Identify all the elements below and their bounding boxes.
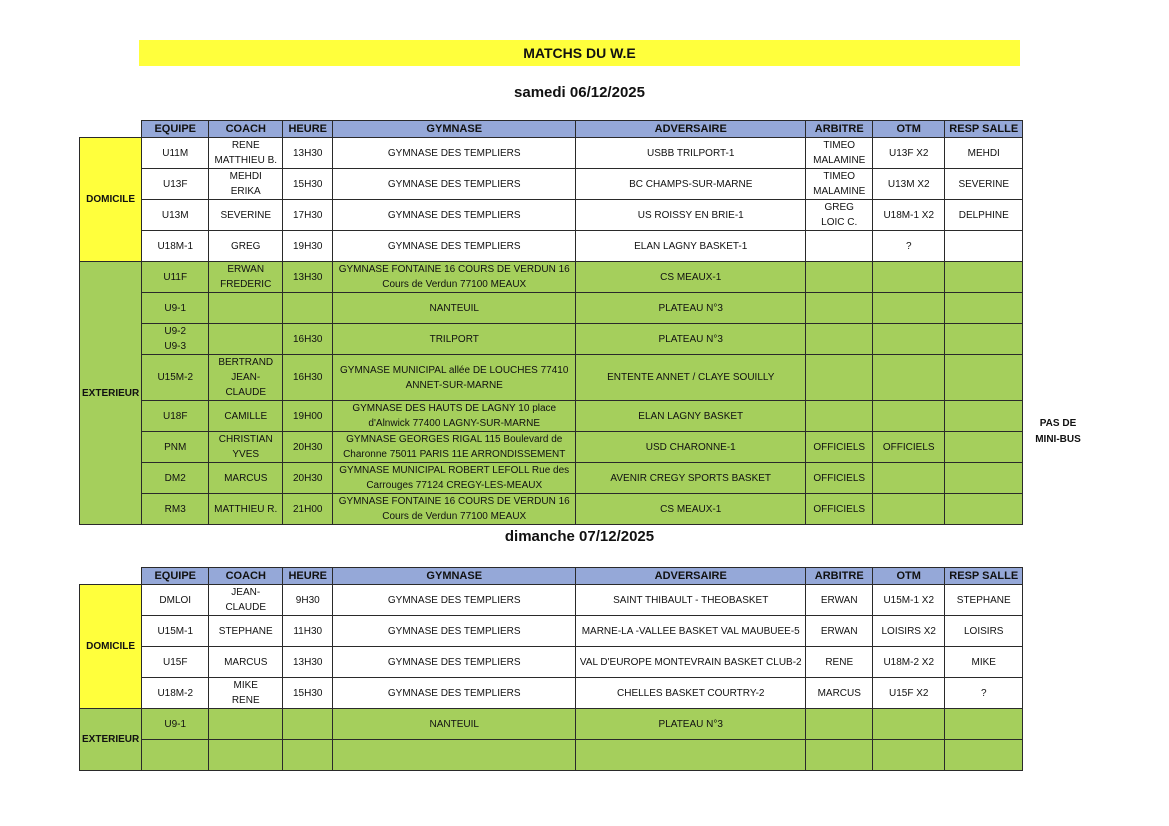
cell-time: 16H30 xyxy=(283,324,333,355)
cell-referee: OFFICIELS xyxy=(806,463,873,494)
cell-gym: GYMNASE FONTAINE 16 COURS DE VERDUN 16 Cours de Verdun 77100 MEAUX xyxy=(333,494,576,525)
cell-time xyxy=(283,740,333,771)
cell-team: U9-2 U9-3 xyxy=(142,324,209,355)
cell-time: 17H30 xyxy=(283,200,333,231)
table-row xyxy=(80,709,1023,740)
cell-hall-manager xyxy=(945,293,1023,324)
cell-hall-manager: MEHDI xyxy=(945,138,1023,169)
cell-opponent: SAINT THIBAULT - THEOBASKET xyxy=(576,585,806,616)
cell-team: RM3 xyxy=(142,494,209,525)
column-header-otm: OTM xyxy=(873,121,945,138)
cell-coach xyxy=(209,293,283,324)
cell-referee xyxy=(806,231,873,262)
cell-time: 20H30 xyxy=(283,463,333,494)
cell-hall-manager: DELPHINE xyxy=(945,200,1023,231)
cell-gym: GYMNASE DES TEMPLIERS xyxy=(333,678,576,709)
cell-referee: RENE xyxy=(806,647,873,678)
cell-opponent: PLATEAU N°3 xyxy=(576,709,806,740)
cell-coach: GREG xyxy=(209,231,283,262)
cell-hall-manager xyxy=(945,324,1023,355)
cell-gym: TRILPORT xyxy=(333,324,576,355)
cell-gym: GYMNASE DES TEMPLIERS xyxy=(333,616,576,647)
cell-opponent: ELAN LAGNY BASKET xyxy=(576,401,806,432)
cell-time: 11H30 xyxy=(283,616,333,647)
table-row xyxy=(80,463,1023,494)
cell-referee: MARCUS xyxy=(806,678,873,709)
day-title-saturday: samedi 06/12/2025 xyxy=(514,84,645,101)
day-title-sunday: dimanche 07/12/2025 xyxy=(504,528,655,545)
cell-coach: MIKE RENE xyxy=(209,678,283,709)
cell-team: U11M xyxy=(142,138,209,169)
column-header-gym: GYMNASE xyxy=(333,568,576,585)
table-row xyxy=(80,200,1023,231)
cell-referee xyxy=(806,293,873,324)
cell-team: DM2 xyxy=(142,463,209,494)
cell-time: 13H30 xyxy=(283,647,333,678)
table-row xyxy=(80,324,1023,355)
page-title-banner xyxy=(139,40,1020,66)
cell-team: U15F xyxy=(142,647,209,678)
cell-hall-manager: ? xyxy=(945,678,1023,709)
cell-opponent xyxy=(576,740,806,771)
cell-referee xyxy=(806,401,873,432)
cell-team: U18F xyxy=(142,401,209,432)
cell-hall-manager xyxy=(945,432,1023,463)
cell-opponent: CS MEAUX-1 xyxy=(576,262,806,293)
cell-gym: GYMNASE DES TEMPLIERS xyxy=(333,585,576,616)
page-title: MATCHS DU W.E xyxy=(523,45,636,61)
table-row xyxy=(80,138,1023,169)
table-row xyxy=(80,355,1023,401)
cell-team: U18M-1 xyxy=(142,231,209,262)
cell-referee xyxy=(806,740,873,771)
table-row xyxy=(80,169,1023,200)
cell-gym: GYMNASE DES HAUTS DE LAGNY 10 place d'Alnwick 77400 LAGNY-SUR-MARNE xyxy=(333,401,576,432)
cell-opponent: VAL D'EUROPE MONTEVRAIN BASKET CLUB-2 xyxy=(576,647,806,678)
cell-otm xyxy=(873,355,945,401)
cell-team: U15M-2 xyxy=(142,355,209,401)
cell-hall-manager: MIKE xyxy=(945,647,1023,678)
section-label-domicile: DOMICILE xyxy=(80,138,142,262)
cell-coach: MARCUS xyxy=(209,463,283,494)
column-header-referee: ARBITRE xyxy=(806,121,873,138)
table-row xyxy=(80,432,1023,463)
cell-team: U18M-2 xyxy=(142,678,209,709)
cell-referee xyxy=(806,324,873,355)
cell-coach: MEHDI ERIKA xyxy=(209,169,283,200)
schedule-table-sunday xyxy=(79,567,1023,771)
cell-otm: OFFICIELS xyxy=(873,432,945,463)
cell-opponent: PLATEAU N°3 xyxy=(576,324,806,355)
table-row xyxy=(80,293,1023,324)
cell-opponent: BC CHAMPS-SUR-MARNE xyxy=(576,169,806,200)
cell-otm: U18M-1 X2 xyxy=(873,200,945,231)
cell-coach xyxy=(209,740,283,771)
cell-time: 9H30 xyxy=(283,585,333,616)
cell-gym: GYMNASE FONTAINE 16 COURS DE VERDUN 16 Cours de Verdun 77100 MEAUX xyxy=(333,262,576,293)
table-row xyxy=(80,585,1023,616)
table-header-row xyxy=(80,121,1023,138)
table-row xyxy=(80,647,1023,678)
cell-team: DMLOI xyxy=(142,585,209,616)
column-header-time: HEURE xyxy=(283,568,333,585)
cell-coach: RENE MATTHIEU B. xyxy=(209,138,283,169)
cell-hall-manager xyxy=(945,262,1023,293)
cell-coach xyxy=(209,709,283,740)
cell-otm xyxy=(873,324,945,355)
cell-coach: MARCUS xyxy=(209,647,283,678)
cell-team: U9-1 xyxy=(142,293,209,324)
header-blank xyxy=(80,568,142,585)
cell-referee: ERWAN xyxy=(806,585,873,616)
cell-coach: STEPHANE xyxy=(209,616,283,647)
cell-coach: MATTHIEU R. xyxy=(209,494,283,525)
cell-time: 19H30 xyxy=(283,231,333,262)
column-header-coach: COACH xyxy=(209,568,283,585)
cell-opponent: CS MEAUX-1 xyxy=(576,494,806,525)
cell-otm xyxy=(873,401,945,432)
cell-coach: JEAN-CLAUDE xyxy=(209,585,283,616)
cell-team: U11F xyxy=(142,262,209,293)
column-header-opponent: ADVERSAIRE xyxy=(576,568,806,585)
cell-team: PNM xyxy=(142,432,209,463)
cell-hall-manager xyxy=(945,231,1023,262)
cell-time: 13H30 xyxy=(283,262,333,293)
cell-time: 19H00 xyxy=(283,401,333,432)
cell-otm: ? xyxy=(873,231,945,262)
cell-coach: CAMILLE xyxy=(209,401,283,432)
table-row xyxy=(80,494,1023,525)
cell-gym: GYMNASE MUNICIPAL ROBERT LEFOLL Rue des Carrouges 77124 CREGY-LES-MEAUX xyxy=(333,463,576,494)
cell-referee: ERWAN xyxy=(806,616,873,647)
cell-gym: GYMNASE DES TEMPLIERS xyxy=(333,231,576,262)
cell-otm xyxy=(873,709,945,740)
cell-hall-manager xyxy=(945,740,1023,771)
cell-gym: NANTEUIL xyxy=(333,293,576,324)
minibus-note: PAS DE MINI-BUS xyxy=(1035,418,1081,445)
cell-referee: TIMEO MALAMINE xyxy=(806,169,873,200)
cell-hall-manager xyxy=(945,494,1023,525)
cell-otm: U15F X2 xyxy=(873,678,945,709)
table-header-row xyxy=(80,568,1023,585)
cell-referee: OFFICIELS xyxy=(806,494,873,525)
table-row xyxy=(80,401,1023,432)
cell-team: U15M-1 xyxy=(142,616,209,647)
column-header-referee: ARBITRE xyxy=(806,568,873,585)
cell-gym: GYMNASE MUNICIPAL allée DE LOUCHES 77410 ANNET-SUR-MARNE xyxy=(333,355,576,401)
cell-opponent: USBB TRILPORT-1 xyxy=(576,138,806,169)
cell-team: U13M xyxy=(142,200,209,231)
cell-gym: GYMNASE DES TEMPLIERS xyxy=(333,138,576,169)
column-header-hall-manager: RESP SALLE xyxy=(945,568,1023,585)
section-label-exterieur: EXTERIEUR xyxy=(80,709,142,771)
cell-opponent: ELAN LAGNY BASKET-1 xyxy=(576,231,806,262)
cell-hall-manager: LOISIRS xyxy=(945,616,1023,647)
column-header-team: EQUIPE xyxy=(142,121,209,138)
cell-referee: TIMEO MALAMINE xyxy=(806,138,873,169)
cell-otm: U18M-2 X2 xyxy=(873,647,945,678)
cell-team: U13F xyxy=(142,169,209,200)
cell-referee: GREG LOIC C. xyxy=(806,200,873,231)
cell-gym: GYMNASE DES TEMPLIERS xyxy=(333,647,576,678)
cell-otm: U13M X2 xyxy=(873,169,945,200)
schedule-table-saturday xyxy=(79,120,1023,525)
cell-team: U9-1 xyxy=(142,709,209,740)
cell-otm xyxy=(873,262,945,293)
cell-gym: GYMNASE DES TEMPLIERS xyxy=(333,200,576,231)
cell-coach: ERWAN FREDERIC xyxy=(209,262,283,293)
cell-referee: OFFICIELS xyxy=(806,432,873,463)
cell-otm: U15M-1 X2 xyxy=(873,585,945,616)
cell-time: 15H30 xyxy=(283,169,333,200)
cell-otm: U13F X2 xyxy=(873,138,945,169)
cell-gym: GYMNASE GEORGES RIGAL 115 Boulevard de Charonne 75011 PARIS 11E ARRONDISSEMENT xyxy=(333,432,576,463)
cell-time xyxy=(283,293,333,324)
column-header-opponent: ADVERSAIRE xyxy=(576,121,806,138)
cell-otm xyxy=(873,293,945,324)
cell-gym: NANTEUIL xyxy=(333,709,576,740)
cell-time: 15H30 xyxy=(283,678,333,709)
column-header-gym: GYMNASE xyxy=(333,121,576,138)
cell-hall-manager xyxy=(945,401,1023,432)
column-header-otm: OTM xyxy=(873,568,945,585)
table-row xyxy=(80,262,1023,293)
cell-opponent: AVENIR CREGY SPORTS BASKET xyxy=(576,463,806,494)
cell-opponent: PLATEAU N°3 xyxy=(576,293,806,324)
cell-hall-manager: STEPHANE xyxy=(945,585,1023,616)
cell-gym xyxy=(333,740,576,771)
cell-time: 21H00 xyxy=(283,494,333,525)
column-header-coach: COACH xyxy=(209,121,283,138)
cell-coach: CHRISTIAN YVES xyxy=(209,432,283,463)
cell-opponent: MARNE-LA -VALLEE BASKET VAL MAUBUEE-5 xyxy=(576,616,806,647)
cell-otm: LOISIRS X2 xyxy=(873,616,945,647)
cell-time xyxy=(283,709,333,740)
cell-otm xyxy=(873,494,945,525)
section-label-domicile: DOMICILE xyxy=(80,585,142,709)
header-blank xyxy=(80,121,142,138)
cell-team xyxy=(142,740,209,771)
cell-otm xyxy=(873,463,945,494)
cell-referee xyxy=(806,355,873,401)
cell-time: 16H30 xyxy=(283,355,333,401)
cell-opponent: CHELLES BASKET COURTRY-2 xyxy=(576,678,806,709)
cell-coach xyxy=(209,324,283,355)
table-row xyxy=(80,616,1023,647)
cell-gym: GYMNASE DES TEMPLIERS xyxy=(333,169,576,200)
cell-hall-manager xyxy=(945,463,1023,494)
table-row xyxy=(80,231,1023,262)
column-header-team: EQUIPE xyxy=(142,568,209,585)
section-label-exterieur: EXTERIEUR xyxy=(80,262,142,525)
cell-referee xyxy=(806,709,873,740)
cell-hall-manager xyxy=(945,355,1023,401)
cell-coach: SEVERINE xyxy=(209,200,283,231)
cell-hall-manager: SEVERINE xyxy=(945,169,1023,200)
cell-hall-manager xyxy=(945,709,1023,740)
cell-time: 20H30 xyxy=(283,432,333,463)
table-row xyxy=(80,678,1023,709)
table-row xyxy=(80,740,1023,771)
column-header-hall-manager: RESP SALLE xyxy=(945,121,1023,138)
cell-otm xyxy=(873,740,945,771)
cell-referee xyxy=(806,262,873,293)
column-header-time: HEURE xyxy=(283,121,333,138)
cell-coach: BERTRAND JEAN-CLAUDE xyxy=(209,355,283,401)
cell-opponent: USD CHARONNE-1 xyxy=(576,432,806,463)
cell-opponent: ENTENTE ANNET / CLAYE SOUILLY xyxy=(576,355,806,401)
cell-time: 13H30 xyxy=(283,138,333,169)
cell-opponent: US ROISSY EN BRIE-1 xyxy=(576,200,806,231)
